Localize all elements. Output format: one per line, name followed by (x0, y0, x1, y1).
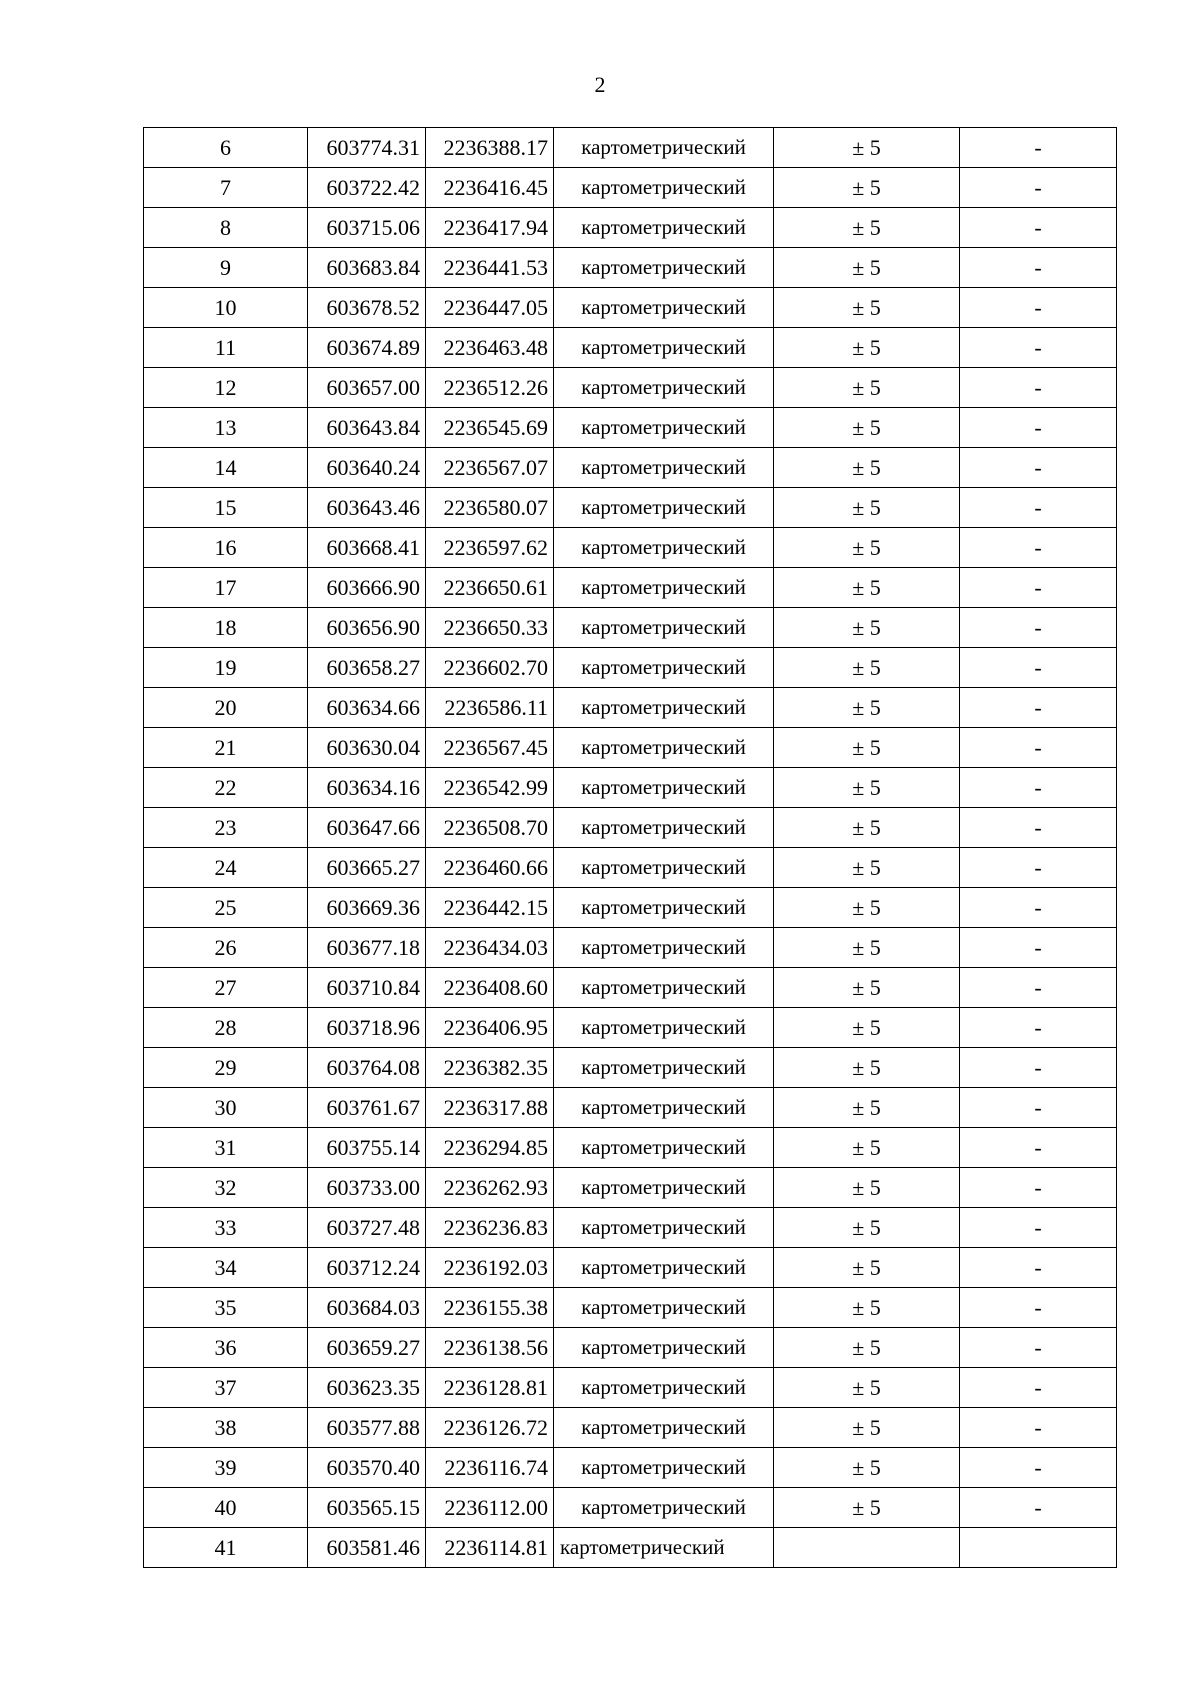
y-coordinate-cell: 2236262.93 (426, 1168, 554, 1208)
point-number-cell: 18 (144, 608, 308, 648)
accuracy-cell: ± 5 (774, 168, 960, 208)
table-row (144, 1288, 1117, 1328)
accuracy-cell: ± 5 (774, 208, 960, 248)
table-row (144, 1088, 1117, 1128)
note-cell: - (960, 448, 1117, 488)
note-cell: - (960, 528, 1117, 568)
table-row (144, 1408, 1117, 1448)
accuracy-cell: ± 5 (774, 448, 960, 488)
accuracy-cell: ± 5 (774, 1168, 960, 1208)
point-number-cell: 36 (144, 1328, 308, 1368)
accuracy-cell (774, 1528, 960, 1568)
x-coordinate-cell: 603727.48 (308, 1208, 426, 1248)
table-row (144, 1008, 1117, 1048)
y-coordinate-cell: 2236434.03 (426, 928, 554, 968)
y-coordinate-cell: 2236650.33 (426, 608, 554, 648)
method-cell: картометрический (554, 1288, 774, 1328)
x-coordinate-cell: 603715.06 (308, 208, 426, 248)
y-coordinate-cell: 2236447.05 (426, 288, 554, 328)
accuracy-cell: ± 5 (774, 808, 960, 848)
point-number-cell: 32 (144, 1168, 308, 1208)
y-coordinate-cell: 2236382.35 (426, 1048, 554, 1088)
table-row (144, 328, 1117, 368)
note-cell: - (960, 768, 1117, 808)
method-cell: картометрический (554, 368, 774, 408)
y-coordinate-cell: 2236128.81 (426, 1368, 554, 1408)
method-cell: картометрический (554, 408, 774, 448)
y-coordinate-cell: 2236236.83 (426, 1208, 554, 1248)
y-coordinate-cell: 2236442.15 (426, 888, 554, 928)
accuracy-cell: ± 5 (774, 928, 960, 968)
x-coordinate-cell: 603657.00 (308, 368, 426, 408)
note-cell: - (960, 848, 1117, 888)
point-number-cell: 41 (144, 1528, 308, 1568)
y-coordinate-cell: 2236567.45 (426, 728, 554, 768)
method-cell: картометрический (554, 688, 774, 728)
point-number-cell: 15 (144, 488, 308, 528)
x-coordinate-cell: 603677.18 (308, 928, 426, 968)
point-number-cell: 20 (144, 688, 308, 728)
point-number-cell: 9 (144, 248, 308, 288)
note-cell: - (960, 688, 1117, 728)
table-row (144, 968, 1117, 1008)
method-cell: картометрический (554, 1208, 774, 1248)
x-coordinate-cell: 603718.96 (308, 1008, 426, 1048)
y-coordinate-cell: 2236116.74 (426, 1448, 554, 1488)
y-coordinate-cell: 2236508.70 (426, 808, 554, 848)
accuracy-cell: ± 5 (774, 688, 960, 728)
accuracy-cell: ± 5 (774, 1208, 960, 1248)
x-coordinate-cell: 603669.36 (308, 888, 426, 928)
method-cell: картометрический (554, 968, 774, 1008)
accuracy-cell: ± 5 (774, 888, 960, 928)
point-number-cell: 6 (144, 128, 308, 168)
note-cell: - (960, 1128, 1117, 1168)
x-coordinate-cell: 603634.66 (308, 688, 426, 728)
method-cell: картометрический (554, 1048, 774, 1088)
point-number-cell: 23 (144, 808, 308, 848)
method-cell: картометрический (554, 808, 774, 848)
point-number-cell: 19 (144, 648, 308, 688)
x-coordinate-cell: 603630.04 (308, 728, 426, 768)
note-cell: - (960, 168, 1117, 208)
point-number-cell: 14 (144, 448, 308, 488)
coordinates-table (143, 127, 1117, 1568)
table-row (144, 568, 1117, 608)
page-number: 2 (594, 72, 606, 97)
note-cell: - (960, 1168, 1117, 1208)
method-cell: картометрический (554, 768, 774, 808)
y-coordinate-cell: 2236408.60 (426, 968, 554, 1008)
point-number-cell: 25 (144, 888, 308, 928)
table-row (144, 808, 1117, 848)
table-row (144, 168, 1117, 208)
method-cell: картометрический (554, 1248, 774, 1288)
note-cell: - (960, 1488, 1117, 1528)
method-cell: картометрический (554, 168, 774, 208)
point-number-cell: 10 (144, 288, 308, 328)
note-cell: - (960, 488, 1117, 528)
y-coordinate-cell: 2236406.95 (426, 1008, 554, 1048)
accuracy-cell: ± 5 (774, 648, 960, 688)
method-cell: картометрический (554, 1008, 774, 1048)
note-cell: - (960, 608, 1117, 648)
x-coordinate-cell: 603565.15 (308, 1488, 426, 1528)
y-coordinate-cell: 2236317.88 (426, 1088, 554, 1128)
table-row (144, 248, 1117, 288)
accuracy-cell: ± 5 (774, 1248, 960, 1288)
table-row (144, 888, 1117, 928)
y-coordinate-cell: 2236388.17 (426, 128, 554, 168)
point-number-cell: 29 (144, 1048, 308, 1088)
note-cell: - (960, 328, 1117, 368)
accuracy-cell: ± 5 (774, 608, 960, 648)
note-cell: - (960, 208, 1117, 248)
note-cell: - (960, 248, 1117, 288)
y-coordinate-cell: 2236567.07 (426, 448, 554, 488)
method-cell: картометрический (554, 1128, 774, 1168)
x-coordinate-cell: 603581.46 (308, 1528, 426, 1568)
table-row (144, 128, 1117, 168)
table-row (144, 448, 1117, 488)
point-number-cell: 31 (144, 1128, 308, 1168)
x-coordinate-cell: 603668.41 (308, 528, 426, 568)
x-coordinate-cell: 603712.24 (308, 1248, 426, 1288)
accuracy-cell: ± 5 (774, 1128, 960, 1168)
coordinates-table-body (144, 128, 1117, 1568)
x-coordinate-cell: 603634.16 (308, 768, 426, 808)
table-row (144, 1448, 1117, 1488)
point-number-cell: 11 (144, 328, 308, 368)
point-number-cell: 17 (144, 568, 308, 608)
method-cell: картометрический (554, 288, 774, 328)
note-cell: - (960, 288, 1117, 328)
note-cell: - (960, 1088, 1117, 1128)
accuracy-cell: ± 5 (774, 728, 960, 768)
x-coordinate-cell: 603722.42 (308, 168, 426, 208)
method-cell: картометрический (554, 1168, 774, 1208)
accuracy-cell: ± 5 (774, 488, 960, 528)
table-row (144, 608, 1117, 648)
x-coordinate-cell: 603647.66 (308, 808, 426, 848)
method-cell: картометрический (554, 488, 774, 528)
y-coordinate-cell: 2236126.72 (426, 1408, 554, 1448)
method-cell: картометрический (554, 1488, 774, 1528)
y-coordinate-cell: 2236580.07 (426, 488, 554, 528)
point-number-cell: 16 (144, 528, 308, 568)
method-cell: картометрический (554, 1328, 774, 1368)
table-row (144, 288, 1117, 328)
method-cell: картометрический (554, 248, 774, 288)
x-coordinate-cell: 603678.52 (308, 288, 426, 328)
accuracy-cell: ± 5 (774, 368, 960, 408)
y-coordinate-cell: 2236441.53 (426, 248, 554, 288)
method-cell: картометрический (554, 648, 774, 688)
table-row (144, 1328, 1117, 1368)
accuracy-cell: ± 5 (774, 1368, 960, 1408)
y-coordinate-cell: 2236586.11 (426, 688, 554, 728)
method-cell: картометрический (554, 848, 774, 888)
point-number-cell: 12 (144, 368, 308, 408)
x-coordinate-cell: 603623.35 (308, 1368, 426, 1408)
table-row (144, 488, 1117, 528)
point-number-cell: 39 (144, 1448, 308, 1488)
point-number-cell: 40 (144, 1488, 308, 1528)
point-number-cell: 28 (144, 1008, 308, 1048)
method-cell: картометрический (554, 1528, 774, 1568)
x-coordinate-cell: 603761.67 (308, 1088, 426, 1128)
accuracy-cell: ± 5 (774, 1328, 960, 1368)
y-coordinate-cell: 2236138.56 (426, 1328, 554, 1368)
table-row (144, 1488, 1117, 1528)
x-coordinate-cell: 603666.90 (308, 568, 426, 608)
method-cell: картометрический (554, 328, 774, 368)
table-row (144, 1168, 1117, 1208)
accuracy-cell: ± 5 (774, 848, 960, 888)
accuracy-cell: ± 5 (774, 1408, 960, 1448)
table-row (144, 1048, 1117, 1088)
accuracy-cell: ± 5 (774, 128, 960, 168)
note-cell: - (960, 128, 1117, 168)
y-coordinate-cell: 2236542.99 (426, 768, 554, 808)
accuracy-cell: ± 5 (774, 528, 960, 568)
table-row (144, 1128, 1117, 1168)
accuracy-cell: ± 5 (774, 1488, 960, 1528)
x-coordinate-cell: 603710.84 (308, 968, 426, 1008)
x-coordinate-cell: 603774.31 (308, 128, 426, 168)
note-cell: - (960, 1288, 1117, 1328)
accuracy-cell: ± 5 (774, 288, 960, 328)
y-coordinate-cell: 2236602.70 (426, 648, 554, 688)
point-number-cell: 21 (144, 728, 308, 768)
x-coordinate-cell: 603570.40 (308, 1448, 426, 1488)
method-cell: картометрический (554, 1088, 774, 1128)
point-number-cell: 27 (144, 968, 308, 1008)
accuracy-cell: ± 5 (774, 1048, 960, 1088)
method-cell: картометрический (554, 1448, 774, 1488)
table-row (144, 528, 1117, 568)
accuracy-cell: ± 5 (774, 1288, 960, 1328)
note-cell: - (960, 1368, 1117, 1408)
x-coordinate-cell: 603656.90 (308, 608, 426, 648)
note-cell (960, 1528, 1117, 1568)
point-number-cell: 38 (144, 1408, 308, 1448)
x-coordinate-cell: 603764.08 (308, 1048, 426, 1088)
method-cell: картометрический (554, 728, 774, 768)
point-number-cell: 26 (144, 928, 308, 968)
table-row (144, 1368, 1117, 1408)
point-number-cell: 24 (144, 848, 308, 888)
note-cell: - (960, 888, 1117, 928)
point-number-cell: 7 (144, 168, 308, 208)
point-number-cell: 37 (144, 1368, 308, 1408)
table-row (144, 1248, 1117, 1288)
table-row (144, 848, 1117, 888)
note-cell: - (960, 568, 1117, 608)
accuracy-cell: ± 5 (774, 968, 960, 1008)
table-row (144, 728, 1117, 768)
x-coordinate-cell: 603659.27 (308, 1328, 426, 1368)
x-coordinate-cell: 603577.88 (308, 1408, 426, 1448)
table-row (144, 648, 1117, 688)
y-coordinate-cell: 2236416.45 (426, 168, 554, 208)
accuracy-cell: ± 5 (774, 1088, 960, 1128)
note-cell: - (960, 1208, 1117, 1248)
note-cell: - (960, 1248, 1117, 1288)
note-cell: - (960, 1408, 1117, 1448)
accuracy-cell: ± 5 (774, 768, 960, 808)
x-coordinate-cell: 603643.84 (308, 408, 426, 448)
y-coordinate-cell: 2236112.00 (426, 1488, 554, 1528)
note-cell: - (960, 808, 1117, 848)
table-row (144, 928, 1117, 968)
x-coordinate-cell: 603665.27 (308, 848, 426, 888)
y-coordinate-cell: 2236597.62 (426, 528, 554, 568)
point-number-cell: 13 (144, 408, 308, 448)
y-coordinate-cell: 2236463.48 (426, 328, 554, 368)
note-cell: - (960, 1048, 1117, 1088)
point-number-cell: 35 (144, 1288, 308, 1328)
method-cell: картометрический (554, 128, 774, 168)
point-number-cell: 34 (144, 1248, 308, 1288)
x-coordinate-cell: 603674.89 (308, 328, 426, 368)
point-number-cell: 33 (144, 1208, 308, 1248)
method-cell: картометрический (554, 888, 774, 928)
note-cell: - (960, 928, 1117, 968)
note-cell: - (960, 1448, 1117, 1488)
x-coordinate-cell: 603640.24 (308, 448, 426, 488)
method-cell: картометрический (554, 448, 774, 488)
table-row (144, 368, 1117, 408)
method-cell: картометрический (554, 208, 774, 248)
x-coordinate-cell: 603643.46 (308, 488, 426, 528)
note-cell: - (960, 408, 1117, 448)
y-coordinate-cell: 2236294.85 (426, 1128, 554, 1168)
y-coordinate-cell: 2236417.94 (426, 208, 554, 248)
method-cell: картометрический (554, 1408, 774, 1448)
y-coordinate-cell: 2236192.03 (426, 1248, 554, 1288)
accuracy-cell: ± 5 (774, 1008, 960, 1048)
x-coordinate-cell: 603755.14 (308, 1128, 426, 1168)
table-row (144, 1208, 1117, 1248)
x-coordinate-cell: 603733.00 (308, 1168, 426, 1208)
y-coordinate-cell: 2236460.66 (426, 848, 554, 888)
accuracy-cell: ± 5 (774, 568, 960, 608)
x-coordinate-cell: 603684.03 (308, 1288, 426, 1328)
point-number-cell: 22 (144, 768, 308, 808)
table-row (144, 208, 1117, 248)
x-coordinate-cell: 603658.27 (308, 648, 426, 688)
table-row (144, 768, 1117, 808)
note-cell: - (960, 968, 1117, 1008)
method-cell: картометрический (554, 528, 774, 568)
note-cell: - (960, 1008, 1117, 1048)
x-coordinate-cell: 603683.84 (308, 248, 426, 288)
note-cell: - (960, 368, 1117, 408)
point-number-cell: 8 (144, 208, 308, 248)
table-row (144, 408, 1117, 448)
y-coordinate-cell: 2236650.61 (426, 568, 554, 608)
point-number-cell: 30 (144, 1088, 308, 1128)
accuracy-cell: ± 5 (774, 1448, 960, 1488)
table-row (144, 688, 1117, 728)
accuracy-cell: ± 5 (774, 328, 960, 368)
accuracy-cell: ± 5 (774, 248, 960, 288)
y-coordinate-cell: 2236114.81 (426, 1528, 554, 1568)
note-cell: - (960, 728, 1117, 768)
table-row (144, 1528, 1117, 1568)
method-cell: картометрический (554, 608, 774, 648)
y-coordinate-cell: 2236512.26 (426, 368, 554, 408)
note-cell: - (960, 648, 1117, 688)
y-coordinate-cell: 2236545.69 (426, 408, 554, 448)
method-cell: картометрический (554, 568, 774, 608)
method-cell: картометрический (554, 1368, 774, 1408)
note-cell: - (960, 1328, 1117, 1368)
y-coordinate-cell: 2236155.38 (426, 1288, 554, 1328)
accuracy-cell: ± 5 (774, 408, 960, 448)
method-cell: картометрический (554, 928, 774, 968)
